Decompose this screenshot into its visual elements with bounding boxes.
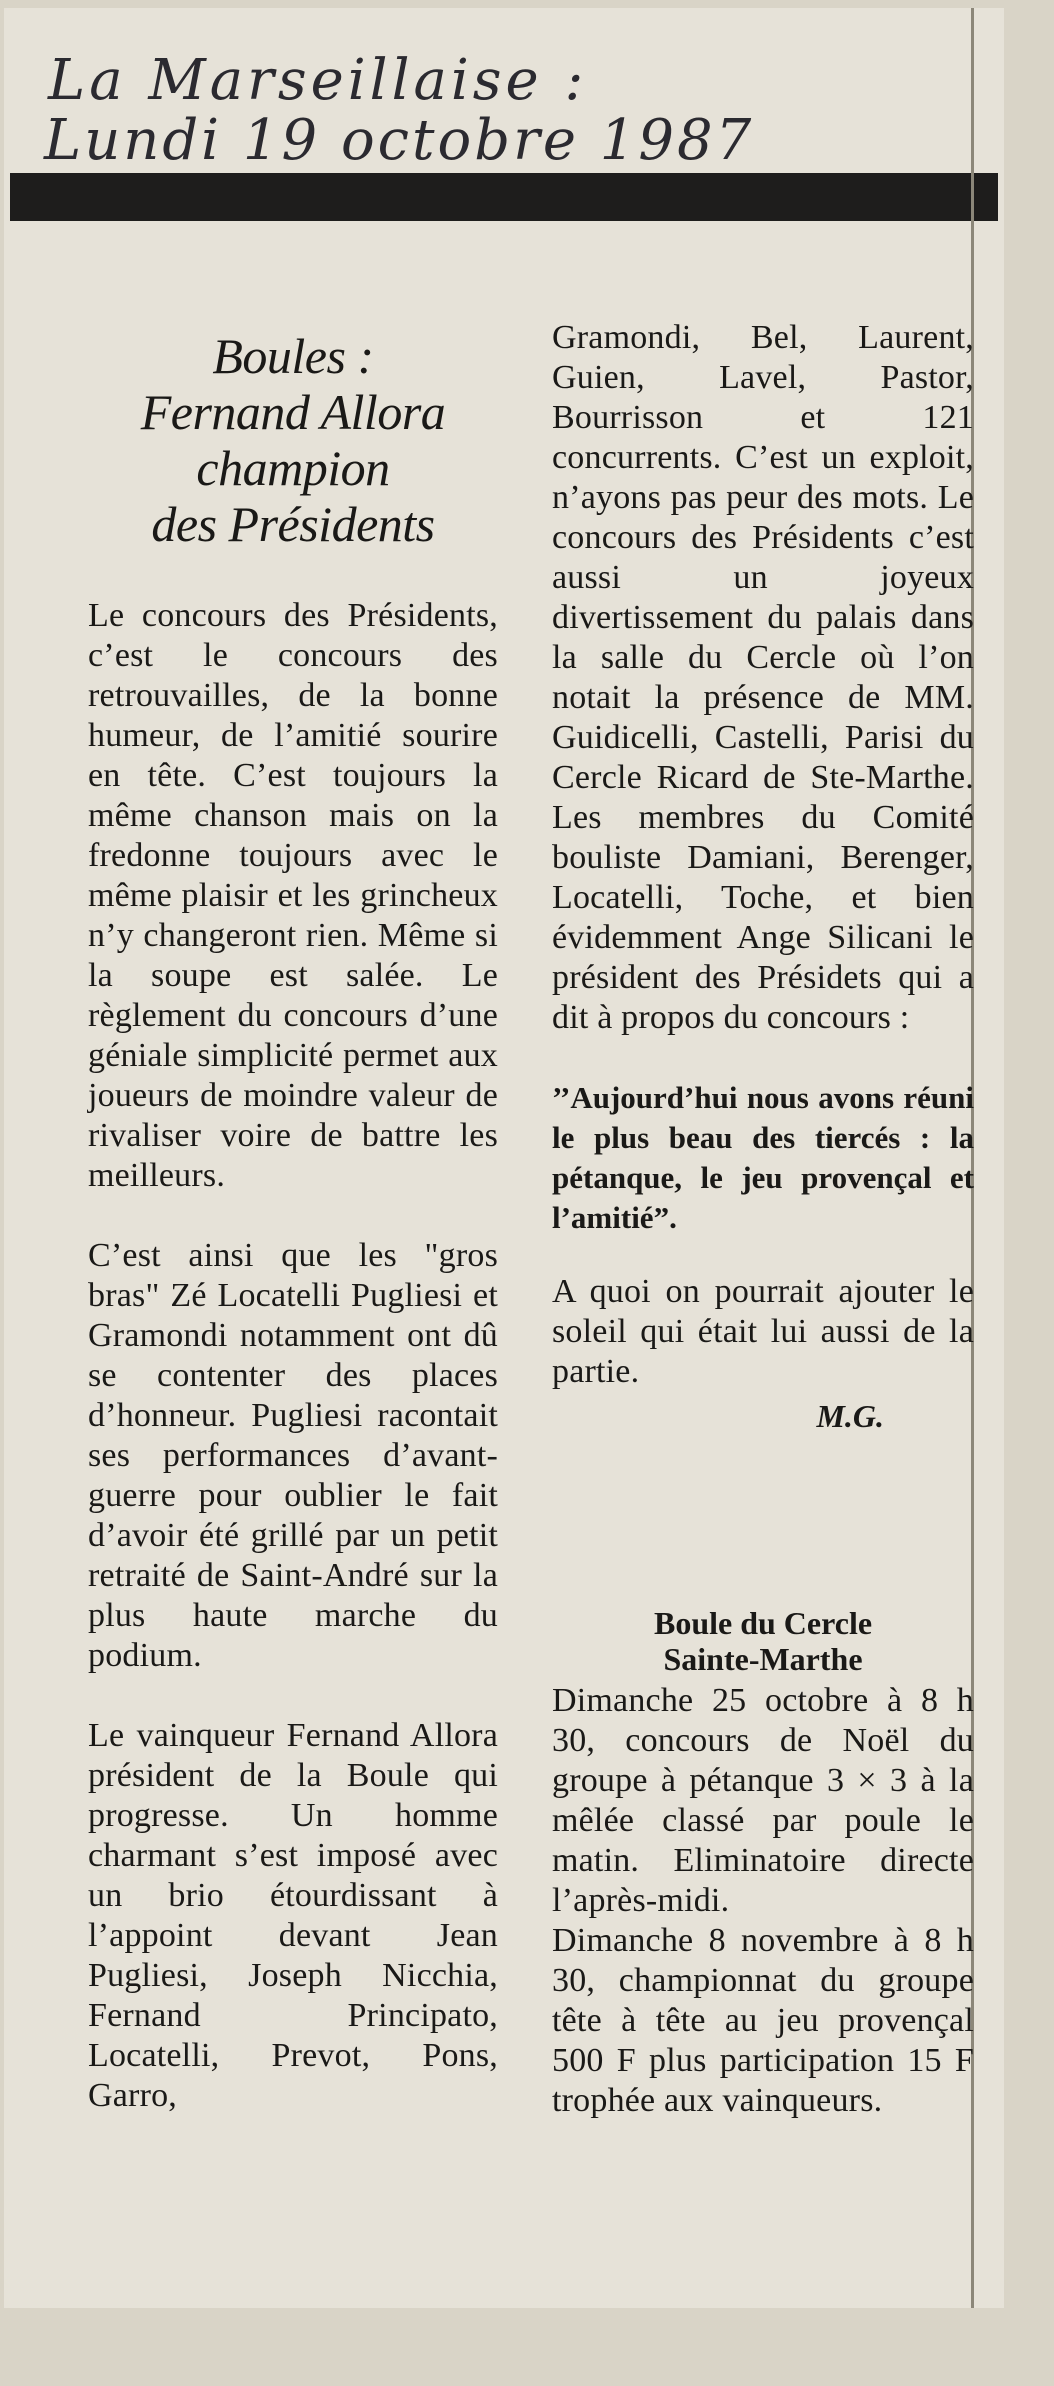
headline-line-2: Fernand Allora — [140, 384, 446, 440]
article-column-right — [552, 318, 974, 2121]
article-column-left — [88, 328, 498, 2116]
article-paragraph-4: Gramondi, Bel, Laurent, Guien, Lavel, Pastor, Bourrisson et 121 concurrents. C’est un exploit, n’ayons pas peur des mots. Le concours des Présidents c’est aussi un joyeux divertissement du palais dans la salle du Cercle où l’on notait la présence de MM. Guidicelli, Castelli, Parisi du Cercle Ricard de Ste-Marthe. Les membres du Comité bouliste Damiani, Berenger, Locatelli, Toche, et bien évidemment Ange Silicani le président des Présidets qui a dit à propos du concours : — [552, 319, 974, 1036]
notice-title-line-1: Boule du Cercle — [653, 1605, 873, 1641]
article-paragraph-1: Le concours des Présidents, c’est le concours des retrouvailles, de la bonne humeur, de l’amitié sourire en tête. C’est toujours la même chanson mais on la fredonne toujours avec le même plaisir et les grincheux n’y changeront rien. Même si la soupe est salée. Le règlement du concours d’une géniale simplicité permet aux joueurs de moindre valeur de rivaliser voire de battre les meilleurs. — [88, 597, 498, 1194]
article-paragraph-3: Le vainqueur Fernand Allora président de la Boule qui progresse. Un homme charmant s’est imposé avec un brio étourdissant à l’appoint devant Jean Pugliesi, Joseph Nicchia, Fernand Principato, Locatelli, Prevot, Pons, Garro, — [88, 1717, 498, 2114]
notice-title — [552, 1605, 974, 1677]
notice-paragraph-1: Dimanche 25 octobre à 8 h 30, concours de Noël du groupe à pétanque 3 × 3 à la mêlée classé par poule le matin. Eliminatoire directe l’après-midi. — [552, 1682, 974, 1919]
headline-line-4: des Présidents — [151, 496, 435, 552]
handwritten-date: Lundi 19 octobre 1987 — [44, 108, 755, 173]
handwritten-source: La Marseillaise : — [48, 48, 588, 113]
article-headline — [88, 328, 498, 552]
article-paragraph-2: C’est ainsi que les "gros bras" Zé Locatelli Pugliesi et Gramondi notamment ont dû se contenter des places d’honneur. Pugliesi racontait ses performances d’avant-guerre pour oublier le fait d’avoir été grillé par un petit retraité de Saint-André sur la plus haute marche du podium. — [88, 1237, 498, 1674]
notice-paragraph-2: Dimanche 8 novembre à 8 h 30, championnat du groupe tête à tête au jeu provençal 500 F plus participation 15 F trophée aux vainqueurs. — [552, 1922, 974, 2119]
black-rule-bar — [10, 173, 998, 221]
headline-line-1: Boules : — [212, 328, 374, 384]
article-closing: A quoi on pourrait ajouter le soleil qui était lui aussi de la partie. — [552, 1273, 974, 1390]
article-signature: M.G. — [816, 1398, 884, 1434]
article-quote: ’’Aujourd’hui nous avons réuni le plus beau des tiercés : la pétanque, le jeu provençal et l’amitié”. — [552, 1080, 974, 1235]
notice-title-line-2: Sainte-Marthe — [663, 1641, 863, 1677]
newspaper-clipping — [4, 8, 1004, 2308]
headline-line-3: champion — [196, 440, 390, 496]
